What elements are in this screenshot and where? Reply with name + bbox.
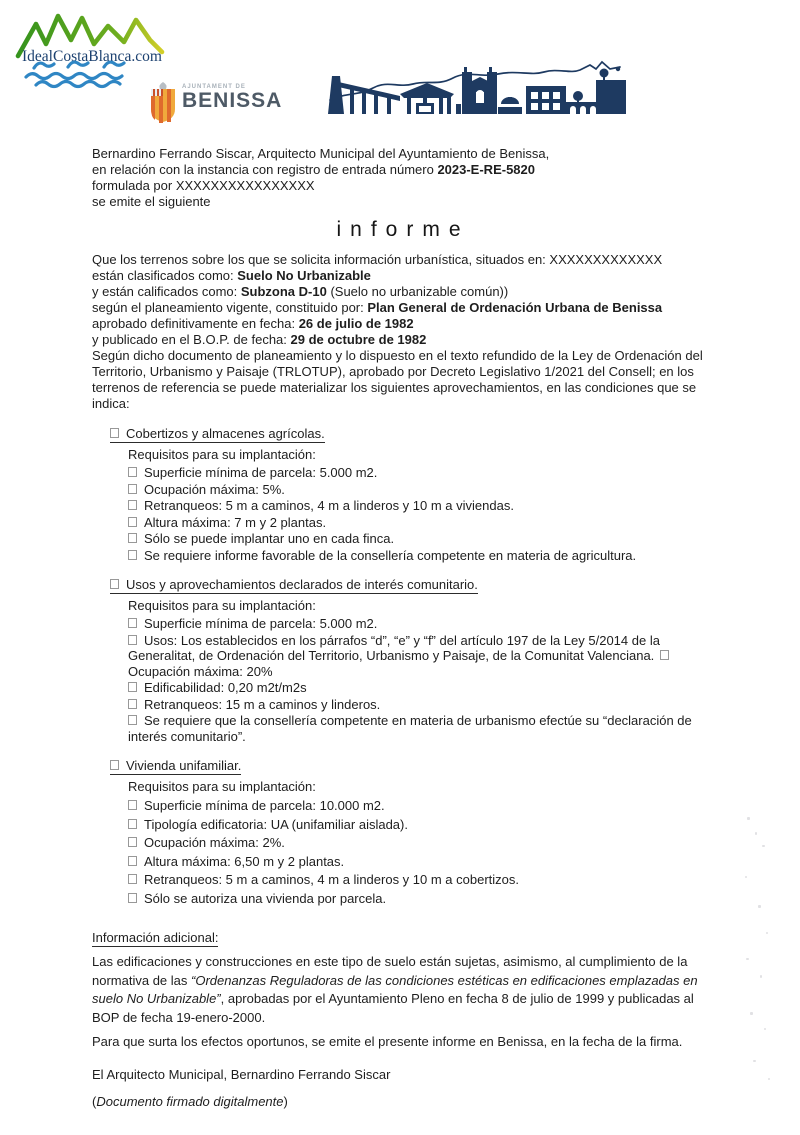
additional-info-heading: Información adicional: bbox=[92, 930, 219, 945]
checkbox-bullet-icon bbox=[128, 467, 137, 477]
classification-line-4: según el planeamiento vigente, constituido por: Plan General de Ordenación Urbana de Benissa bbox=[92, 300, 663, 315]
intro-line-3: formulada por XXXXXXXXXXXXXXXX bbox=[92, 178, 315, 193]
checkbox-bullet-icon bbox=[128, 699, 137, 709]
checkbox-bullet-icon bbox=[128, 874, 137, 884]
requirement-item: Se requiere que la consellería competente en materia de urbanismo efectúe su “declaración de interés comunitario”. bbox=[128, 713, 692, 744]
requirement-item: Sólo se autoriza una vivienda por parcela. bbox=[128, 891, 714, 907]
checkbox-bullet-icon bbox=[128, 618, 137, 628]
classification-line-1: Que los terrenos sobre los que se solicita información urbanística, situados en: XXXXXXXXXXXXX bbox=[92, 252, 663, 267]
checkbox-bullet-icon bbox=[128, 893, 137, 903]
report-title: informe bbox=[336, 218, 470, 241]
ordinance-title: “Ordenanzas Reguladoras de las condiciones estéticas en edificaciones emplazadas en suelo No Urbanizable” bbox=[92, 972, 698, 1006]
section-heading-line bbox=[110, 426, 714, 443]
classification-line-5: aprobado definitivamente en fecha: 26 de julio de 1982 bbox=[92, 316, 414, 331]
intro-line-2: en relación con la instancia con registro de entrada número 2023-E-RE-5820 bbox=[92, 162, 535, 177]
checkbox-bullet-icon bbox=[128, 500, 137, 510]
qualified-as: Subzona D-10 bbox=[240, 284, 327, 299]
requirement-item: Retranqueos: 5 m a caminos, 4 m a linderos y 10 m a viviendas. bbox=[128, 498, 714, 514]
applicant-redacted: XXXXXXXXXXXXXXXX bbox=[175, 178, 315, 193]
checkbox-bullet-icon bbox=[128, 856, 137, 866]
requirement-item: Edificabilidad: 0,20 m2t/m2s bbox=[128, 680, 714, 696]
registry-entry-number: 2023-E-RE-5820 bbox=[437, 162, 535, 177]
requirement-item: Superficie mínima de parcela: 5.000 m2. bbox=[128, 465, 714, 481]
requirement-item: Altura máxima: 7 m y 2 plantas. bbox=[128, 515, 714, 531]
requirement-item: Superficie mínima de parcela: 10.000 m2. bbox=[128, 798, 714, 814]
checkbox-bullet-icon bbox=[128, 819, 137, 829]
checkbox-bullet-icon bbox=[128, 517, 137, 527]
checkbox-bullet-icon bbox=[660, 650, 669, 660]
idealcostablanca-logo bbox=[12, 4, 170, 94]
requisitos-label: Requisitos para su implantación: bbox=[128, 779, 316, 794]
checkbox-bullet-icon bbox=[128, 682, 137, 692]
checkbox-bullet-icon bbox=[128, 715, 137, 725]
classified-as: Suelo No Urbanizable bbox=[237, 268, 371, 283]
requirement-item: Ocupación máxima: 5%. bbox=[128, 482, 714, 498]
additional-info bbox=[92, 930, 714, 1052]
intro-line-1: Bernardino Ferrando Siscar, Arquitecto Municipal del Ayuntamiento de Benissa, bbox=[92, 146, 550, 161]
classification-line-2: están clasificados como: Suelo No Urbanizable bbox=[92, 268, 371, 283]
requirement-item: Altura máxima: 6,50 m y 2 plantas. bbox=[128, 854, 714, 870]
additional-info-heading-line bbox=[92, 930, 714, 947]
requirement-item: Se requiere informe favorable de la consellería competente en materia de agricultura. bbox=[128, 548, 714, 564]
classification-line-6: y publicado en el B.O.P. de fecha: 29 de octubre de 1982 bbox=[92, 332, 427, 347]
section-cobertizos bbox=[110, 426, 714, 563]
requisitos-label: Requisitos para su implantación: bbox=[128, 447, 316, 462]
waves-icon bbox=[26, 62, 124, 86]
benissa-skyline-illustration bbox=[328, 56, 630, 122]
requirement-item: Retranqueos: 5 m a caminos, 4 m a linderos y 10 m a cobertizos. bbox=[128, 872, 714, 888]
section-heading: Usos y aprovechamientos declarados de interés comunitario. bbox=[126, 577, 478, 592]
approval-date: 26 de julio de 1982 bbox=[298, 316, 414, 331]
classification-line-3: y están calificados como: Subzona D-10 (Suelo no urbanizable común)) bbox=[92, 284, 509, 299]
section-heading-line bbox=[110, 758, 714, 775]
digital-signature-note: (Documento firmado digitalmente) bbox=[92, 1093, 288, 1109]
publication-date: 29 de octubre de 1982 bbox=[290, 332, 427, 347]
requirement-item: Usos: Los establecidos en los párrafos “d”, “e” y “f” del artículo 197 de la Ley 5/2014 de la Generalitat, de Ordenación del Territorio, Urbanismo y Paisaje, de la Comunitat Valenciana. Ocupación máxima: 20% bbox=[128, 633, 714, 680]
requirement-item: Superficie mínima de parcela: 5.000 m2. bbox=[128, 616, 714, 632]
requirement-item: Retranqueos: 15 m a caminos y linderos. bbox=[128, 697, 714, 713]
requisitos-label: Requisitos para su implantación: bbox=[128, 598, 316, 613]
checkbox-bullet-icon bbox=[128, 550, 137, 560]
checkbox-bullet-icon bbox=[128, 635, 137, 645]
document-body bbox=[92, 146, 714, 1111]
allowed-uses-sections bbox=[110, 426, 714, 906]
location-redacted: XXXXXXXXXXXXX bbox=[549, 252, 663, 267]
intro-line-4: se emite el siguiente bbox=[92, 194, 211, 209]
requirement-item: Tipología edificatoria: UA (unifamiliar aislada). bbox=[128, 817, 714, 833]
checkbox-bullet-icon bbox=[110, 428, 119, 438]
closing-paragraph: Para que surta los efectos oportunos, se emite el presente informe en Benissa, en la fecha de la firma. bbox=[92, 1034, 683, 1049]
benissa-logo-small-label: AJUNTAMENT DE bbox=[182, 84, 246, 90]
ordinances-paragraph: Las edificaciones y construcciones en este tipo de suelo están sujetas, asimismo, al cumplimiento de la normativa de las “Ordenanzas Reguladoras de las condiciones estéticas en edificaciones emplazadas en suelo No Urbanizable”, aprobadas por el Ayuntamiento Pleno en fecha 8 de julio de 1999 y publicadas al BOP de fecha 19-enero-2000. bbox=[92, 954, 698, 1025]
section-heading: Vivienda unifamiliar. bbox=[126, 758, 242, 773]
site-logo-text: IdealCostaBlanca.com bbox=[22, 48, 162, 65]
checkbox-bullet-icon bbox=[128, 484, 137, 494]
benissa-logo bbox=[150, 82, 282, 124]
plan-name: Plan General de Ordenación Urbana de Benissa bbox=[367, 300, 663, 315]
signature-line: El Arquitecto Municipal, Bernardino Ferrando Siscar bbox=[92, 1066, 391, 1082]
requirement-item: Sólo se puede implantar uno en cada finca. bbox=[128, 531, 714, 547]
requirement-item: Ocupación máxima: 2%. bbox=[128, 835, 714, 851]
legal-framework-paragraph: Según dicho documento de planeamiento y lo dispuesto en el texto refundido de la Ley de Ordenación del Territorio, Urbanismo y Paisaje (TRLOTUP), aprobado por Decreto Legislativo 1/2021 del Consell; en los terrenos de referencia se puede materializar los siguientes aprovechamientos, en las condiciones que se indica: bbox=[92, 348, 703, 411]
section-heading: Cobertizos y almacenes agrícolas. bbox=[126, 426, 325, 441]
checkbox-bullet-icon bbox=[128, 533, 137, 543]
section-interes-comunitario bbox=[110, 577, 714, 744]
checkbox-bullet-icon bbox=[128, 837, 137, 847]
section-vivienda-unifamiliar bbox=[110, 758, 714, 906]
checkbox-bullet-icon bbox=[110, 760, 119, 770]
checkbox-bullet-icon bbox=[110, 579, 119, 589]
section-heading-line bbox=[110, 577, 714, 594]
benissa-logo-name: BENISSA bbox=[182, 89, 283, 112]
benissa-shield-icon bbox=[150, 82, 176, 124]
checkbox-bullet-icon bbox=[128, 800, 137, 810]
